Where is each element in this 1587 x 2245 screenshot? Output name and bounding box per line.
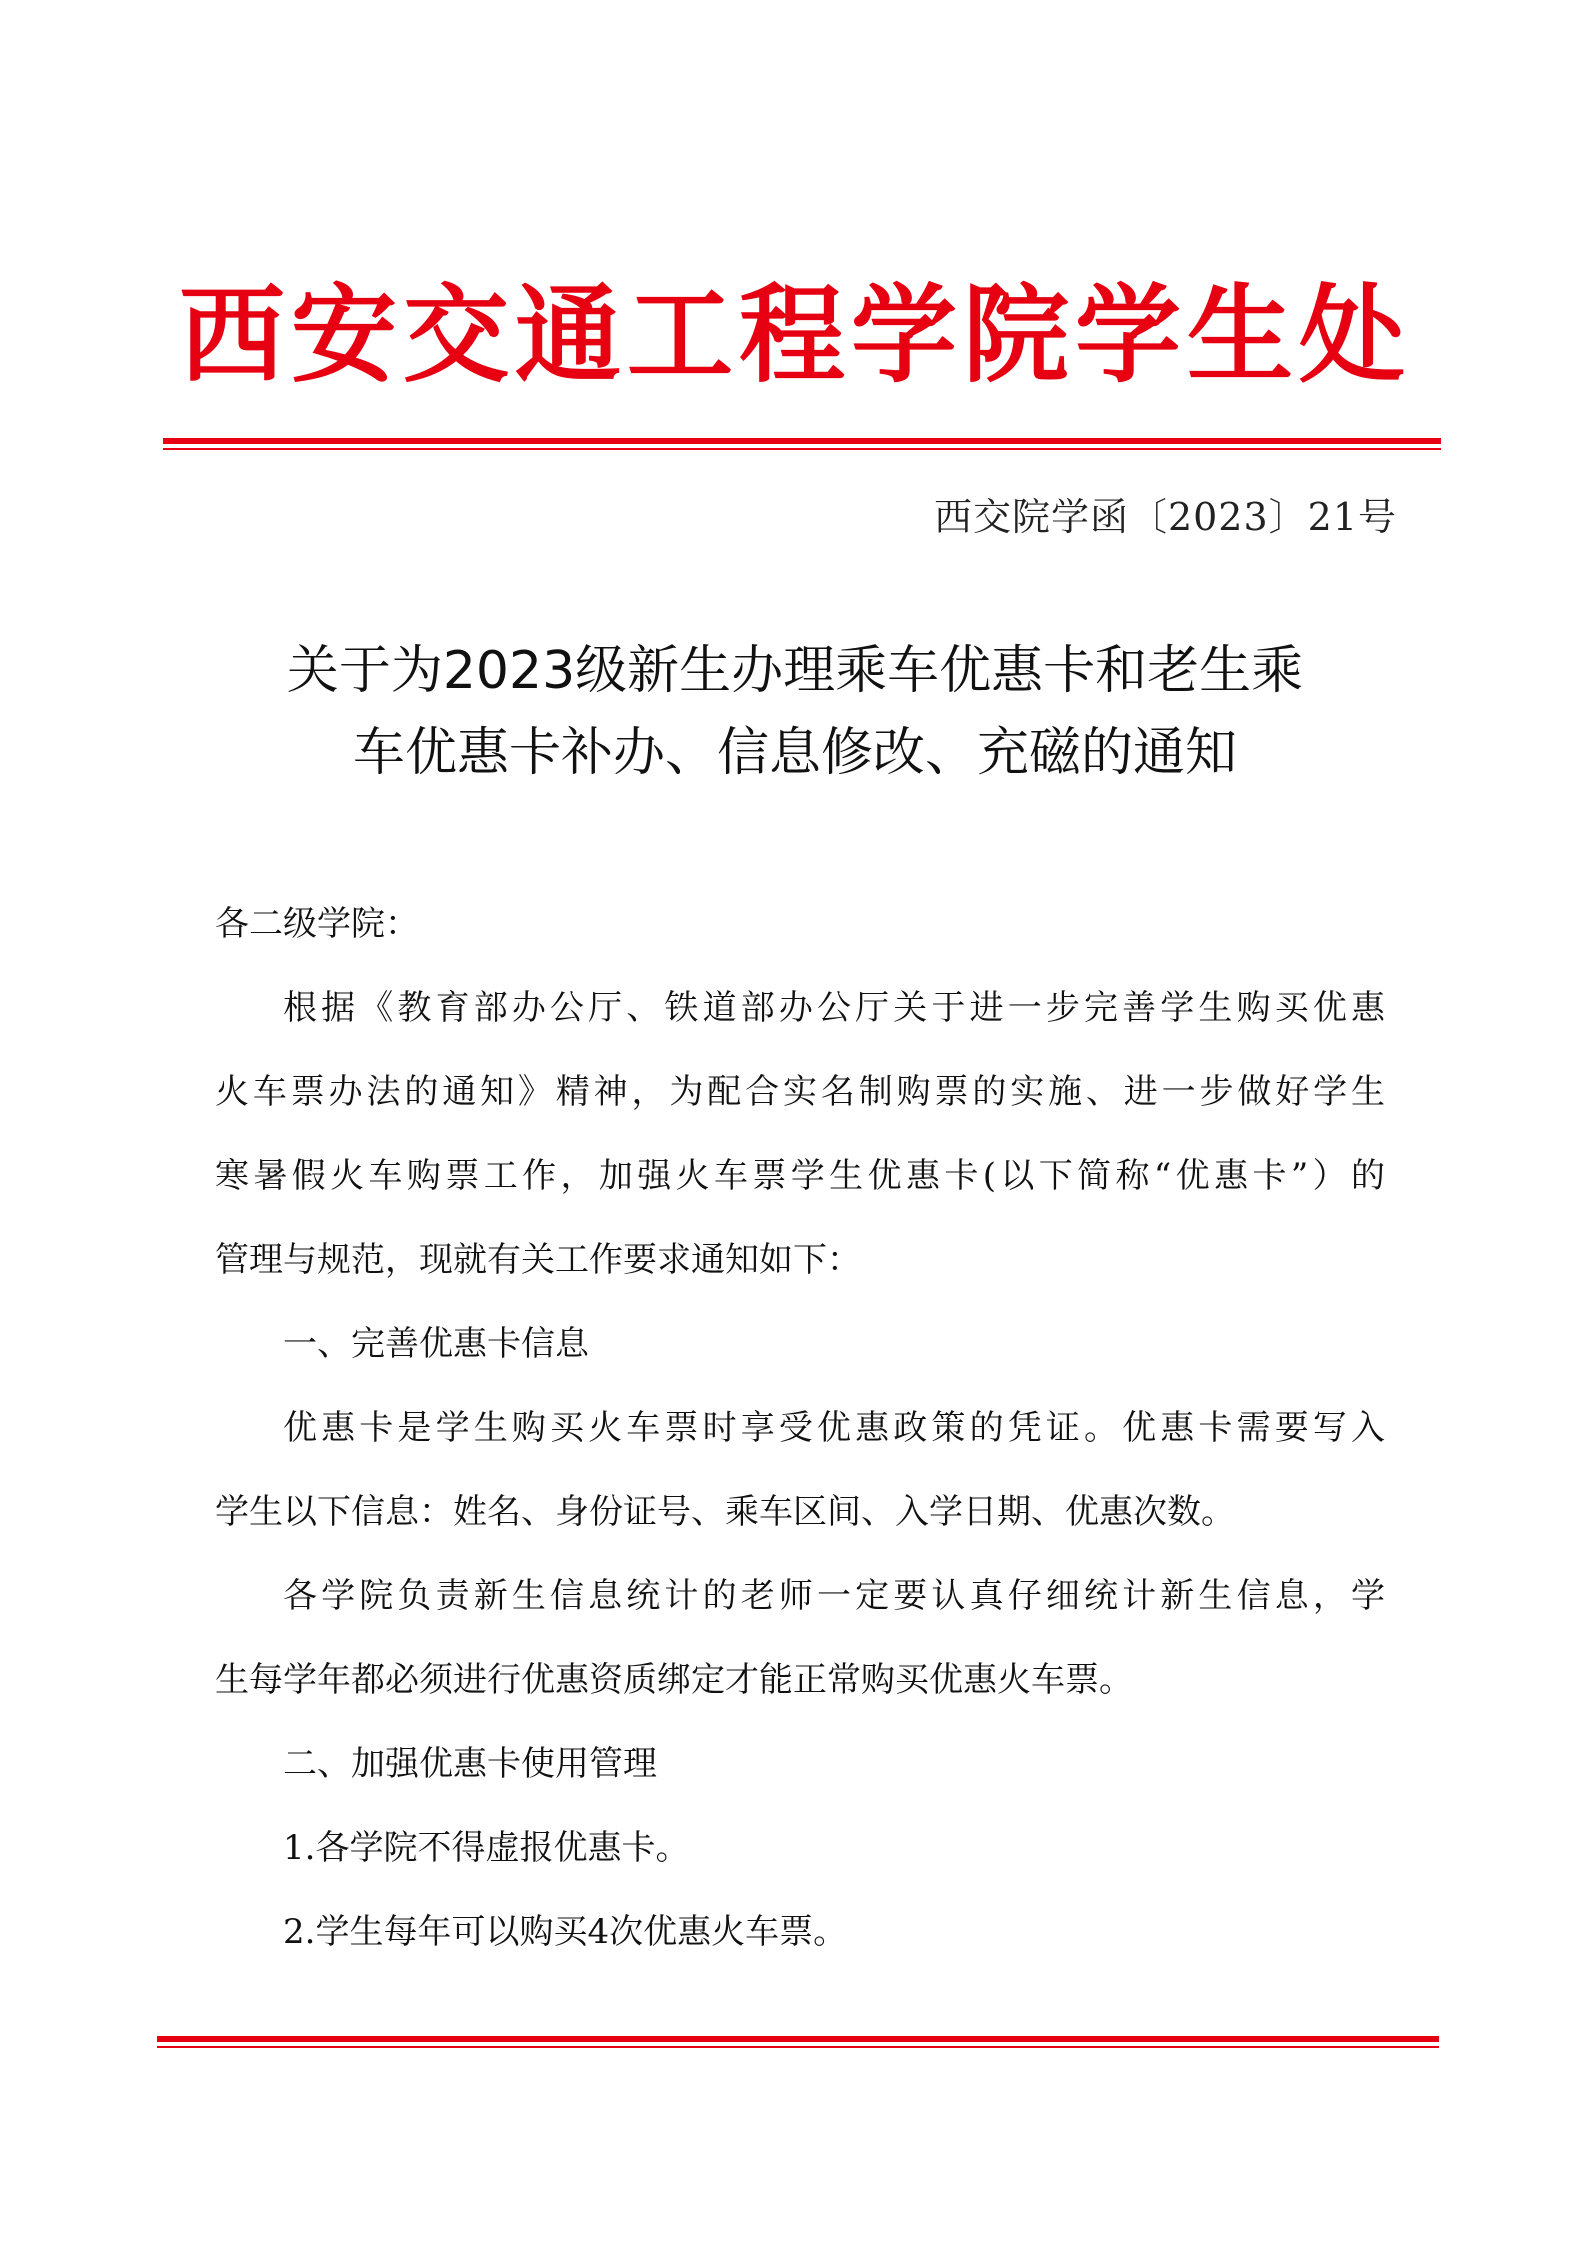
- document-title-line-1: 关于为2023级新生办理乘车优惠卡和老生乘: [286, 641, 1304, 701]
- org-title: 西安交通工程学院学生处: [179, 272, 1411, 397]
- section-1-para-2-line-1: 各学院负责新生信息统计的老师一定要认真仔细统计新生信息，学: [283, 1576, 1385, 1616]
- section-1-para-1-line-2: 学生以下信息：姓名、身份证号、乘车区间、入学日期、优惠次数。: [215, 1492, 1235, 1532]
- section-2-item-2: 2.学生每年可以购买4次优惠火车票。: [283, 1912, 848, 1952]
- footer-rule-thick: [157, 2036, 1439, 2042]
- intro-line-3: 寒暑假火车购票工作，加强火车票学生优惠卡(以下简称“优惠卡”）的: [215, 1156, 1385, 1196]
- document-number: 西交院学函〔2023〕21号: [933, 495, 1397, 539]
- section-1-heading: 一、完善优惠卡信息: [283, 1324, 589, 1364]
- section-1-para-1-line-1: 优惠卡是学生购买火车票时享受优惠政策的凭证。优惠卡需要写入: [283, 1408, 1385, 1448]
- document-title: [150, 630, 1440, 794]
- header-rule-thick: [163, 438, 1441, 444]
- intro-line-2: 火车票办法的通知》精神，为配合实名制购票的实施、进一步做好学生: [215, 1072, 1385, 1112]
- salutation: 各二级学院：: [215, 904, 419, 944]
- header-rule-thin: [163, 448, 1441, 450]
- section-1-para-2-line-2: 生每学年都必须进行优惠资质绑定才能正常购买优惠火车票。: [215, 1660, 1133, 1700]
- intro-line-1: 根据《教育部办公厅、铁道部办公厅关于进一步完善学生购买优惠: [283, 988, 1385, 1028]
- document-title-line-2: 车优惠卡补办、信息修改、充磁的通知: [352, 723, 1237, 783]
- intro-line-4: 管理与规范，现就有关工作要求通知如下：: [215, 1240, 861, 1280]
- section-2-item-1: 1.各学院不得虚报优惠卡。: [283, 1828, 690, 1868]
- document-body: [215, 882, 1385, 1974]
- section-2-heading: 二、加强优惠卡使用管理: [283, 1744, 657, 1784]
- footer-rule-thin: [157, 2046, 1439, 2048]
